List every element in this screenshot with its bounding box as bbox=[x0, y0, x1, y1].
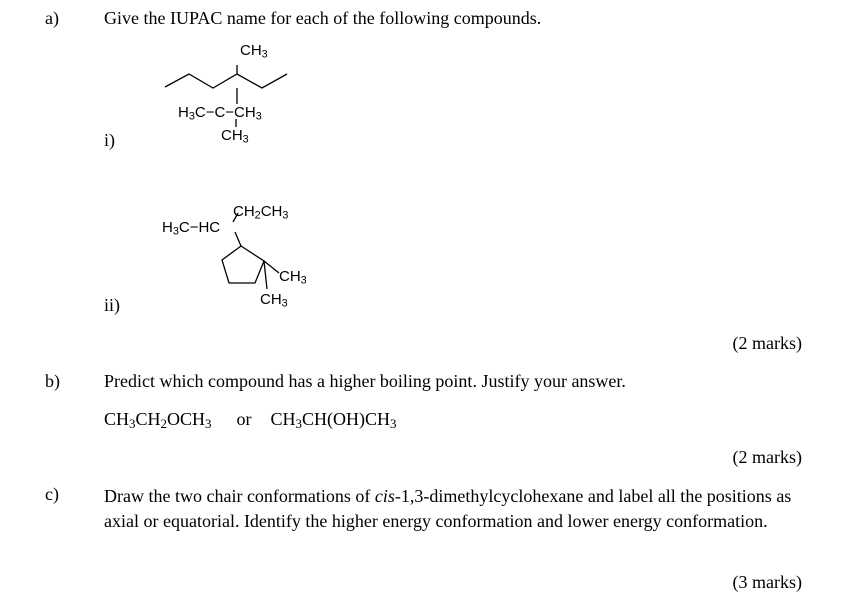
structure-ii-isopropyl bbox=[162, 219, 220, 236]
compound-connector: or bbox=[236, 409, 252, 429]
compound-2: $CH_3CH(OH)CH_3$ bbox=[270, 409, 397, 432]
part-c-text-after: -1,3-dimethylcyclohexane and label all the positions as axial or equatorial. Identify the higher energy conformation and lower energy conformation. bbox=[104, 486, 792, 531]
ethyl-text: $CH_2CH_3$ bbox=[233, 203, 289, 222]
part-b-prompt: Predict which compound has a higher boiling point. Justify your answer. bbox=[104, 371, 626, 391]
structure-i-label: i) bbox=[104, 130, 115, 150]
structure-ii-label: ii) bbox=[104, 295, 120, 315]
ring-methyl-bottom-text: $CH_3$ bbox=[260, 291, 288, 310]
structure-ii-ethyl bbox=[233, 203, 288, 220]
part-b-compounds bbox=[104, 409, 396, 430]
ring-methyl-right-text: $CH_3$ bbox=[279, 268, 307, 287]
part-a-prompt: Give the IUPAC name for each of the following compounds. bbox=[104, 8, 542, 28]
middle-prefix: $H_3C-C-$ bbox=[178, 104, 235, 123]
part-c-italic: cis bbox=[374, 486, 395, 506]
part-b-marks: (2 marks) bbox=[732, 447, 802, 467]
structure-ii-ring-methyl-right bbox=[279, 268, 307, 285]
part-c-prompt bbox=[104, 484, 794, 534]
middle-suffix: $CH_3$ bbox=[234, 104, 262, 123]
part-b-letter: b) bbox=[45, 371, 60, 391]
compound-1: $CH_3CH_2OCH_3$ bbox=[104, 409, 212, 432]
part-a-marks: (2 marks) bbox=[732, 333, 802, 353]
part-c-letter: c) bbox=[45, 484, 59, 504]
structure-ii-ring-methyl-bottom bbox=[260, 291, 288, 308]
part-c-text-before: Draw the two chair conformations of bbox=[104, 486, 375, 506]
bottom-methyl-text: $CH_3$ bbox=[221, 127, 249, 146]
part-c-marks: (3 marks) bbox=[732, 572, 802, 592]
top-methyl-text: $CH_3$ bbox=[240, 42, 268, 61]
part-a-letter: a) bbox=[45, 8, 59, 28]
isopropyl-text: $H_3C-HC$ bbox=[162, 219, 221, 238]
